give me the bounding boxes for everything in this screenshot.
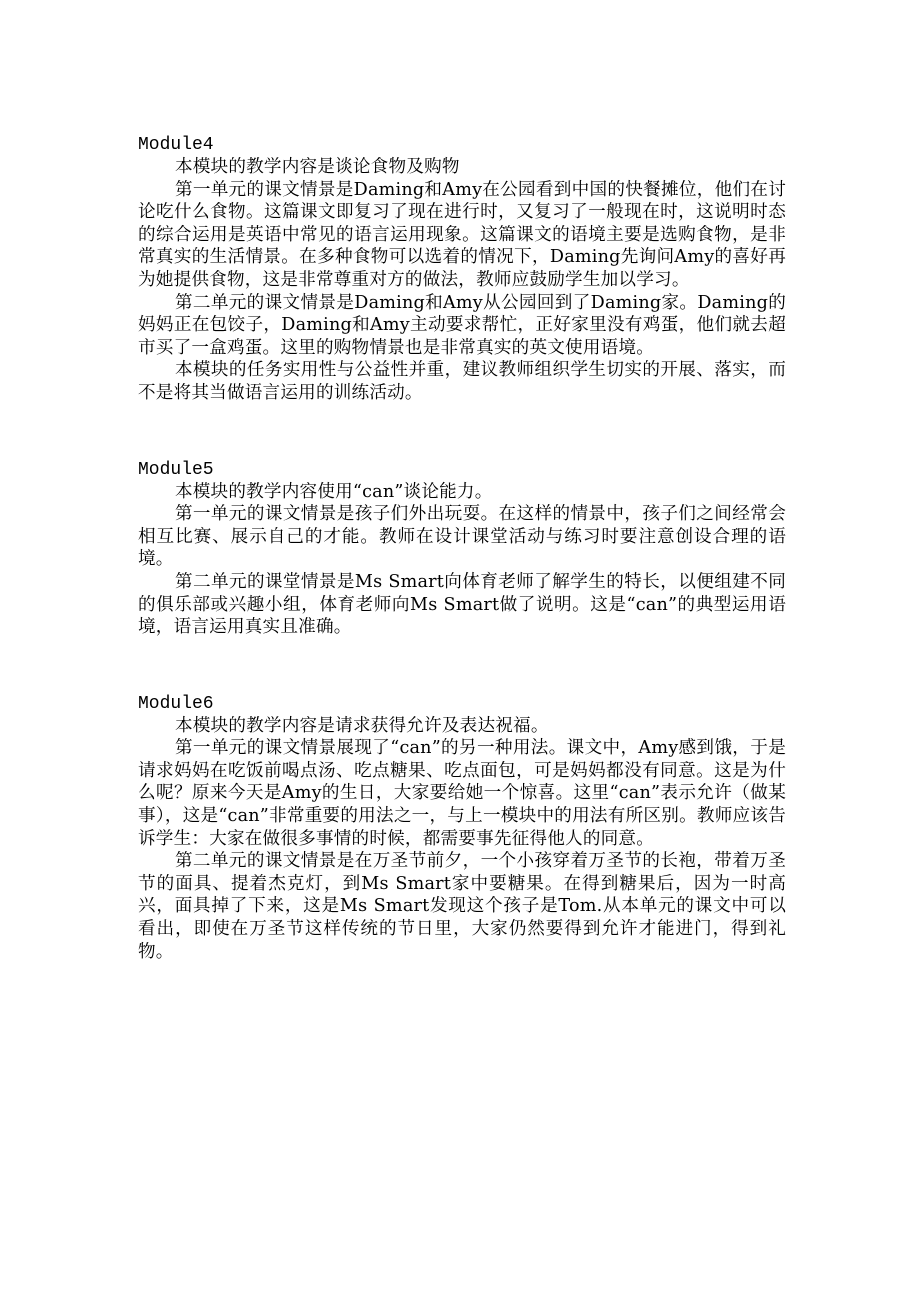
module-5-title: Module5 <box>138 459 214 480</box>
module-5-paragraph-2: 第一单元的课文情景是孩子们外出玩耍。在这样的情景中，孩子们之间经常会相互比赛、展示自己的才能。教师在设计课堂活动与练习时要注意创设合理的语境。 <box>138 504 786 570</box>
module-4-paragraph-3: 第二单元的课文情景是Daming和Amy从公园回到了Daming家。Daming的妈妈正在包饺子，Daming和Amy主动要求帮忙，正好家里没有鸡蛋，他们就去超市买了一盒鸡蛋。这里的购物情景也是非常真实的英文使用语境。 <box>138 292 786 358</box>
module-6-paragraph-1: 本模块的教学内容是请求获得允许及表达祝福。 <box>174 715 549 736</box>
module-5-paragraph-1: 本模块的教学内容使用“can”谈论能力。 <box>174 481 493 502</box>
document-page <box>138 134 786 963</box>
module-5-section <box>138 459 786 639</box>
module-4-paragraph-4: 本模块的任务实用性与公益性并重，建议教师组织学生切实的开展、落实，而不是将其当做语言运用的训练活动。 <box>138 360 786 403</box>
module-4-section <box>138 134 786 405</box>
module-6-title: Module6 <box>138 693 214 714</box>
module-5-paragraph-3: 第二单元的课堂情景是Ms Smart向体育老师了解学生的特长，以便组建不同的俱乐部或兴趣小组，体育老师向Ms Smart做了说明。这是“can”的典型运用语境，语言运用真实且准确。 <box>138 571 786 638</box>
module-4-paragraph-1: 本模块的教学内容是谈论食物及购物 <box>174 157 460 177</box>
section-spacer <box>138 405 786 459</box>
module-6-paragraph-3: 第二单元的课文情景是在万圣节前夕，一个小孩穿着万圣节的长袍，带着万圣节的面具、提着杰克灯，到Ms Smart家中要糖果。在得到糖果后，因为一时高兴，面具掉了下来，这是Ms Smart发现这个孩子是Tom.从本单元的课文中可以看出，即使在万圣节这样传统的节日里，大家仍然要得到允许才能进门，得到礼物。 <box>138 851 786 962</box>
module-4-paragraph-2: 第一单元的课文情景是Daming和Amy在公园看到中国的快餐摊位，他们在讨论吃什么食物。这篇课文即复习了现在进行时，又复习了一般现在时，这说明时态的综合运用是英语中常见的语言运用现象。这篇课文的语境主要是选购食物，是非常真实的生活情景。在多种食物可以选着的情况下，Daming先询问Amy的喜好再为她提供食物，这是非常尊重对方的做法，教师应鼓励学生加以学习。 <box>138 179 786 290</box>
module-4-title: Module4 <box>138 135 214 155</box>
module-6-section <box>138 693 786 964</box>
section-spacer <box>138 639 786 693</box>
module-6-paragraph-2: 第一单元的课文情景展现了“can”的另一种用法。课文中，Amy感到饿，于是请求妈妈在吃饭前喝点汤、吃点糖果、吃点面包，可是妈妈都没有同意。这是为什么呢？原来今天是Amy的生日，大家要给她一个惊喜。这里“can”表示允许（做某事），这是“can”非常重要的用法之一，与上一模块中的用法有所区别。教师应该告诉学生：大家在做很多事情的时候，都需要事先征得他人的同意。 <box>138 738 786 849</box>
